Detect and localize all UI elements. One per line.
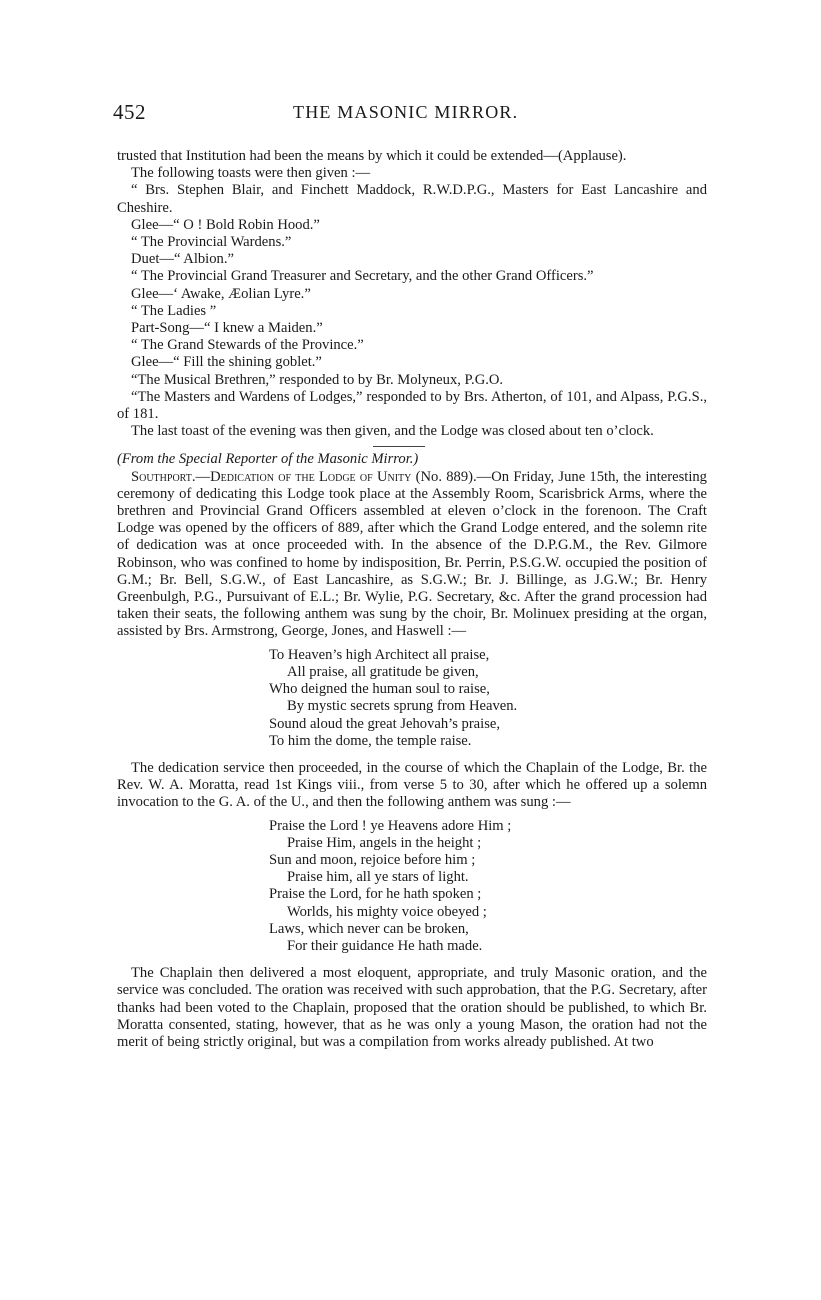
toast-item: Glee—“ O ! Bold Robin Hood.” (131, 216, 320, 233)
verse-line: By mystic secrets sprung from Heaven. (287, 698, 518, 715)
paragraph-toasts-intro: The following toasts were then given :— (131, 165, 371, 182)
running-title: THE MASONIC MIRROR. (293, 102, 519, 122)
toast-item: “The Musical Brethren,” responded to by Br. Molyneux, P.G.O. (131, 371, 504, 388)
page-number: 452 (113, 100, 146, 124)
toast-item: Glee—‘ Awake, Æolian Lyre.” (131, 285, 311, 302)
verse-line: Who deigned the human soul to raise, (269, 681, 490, 698)
paragraph-dedication: The dedication service then proceeded, in the course of which the Chaplain of the Lodge, Br. the Rev. W. A. Moratta, read 1st Kings viii., from verse 5 to 30, after which he offered up a solemn invocation to the G. A. of the U., and then the following anthem was sung :— (117, 759, 707, 811)
toast-masters-wardens: “The Masters and Wardens of Lodges,” responded to by Brs. Atherton, of 101, and Alpass, P.G.S., of 181. (117, 388, 707, 423)
verse-line: Praise Him, angels in the height ; (287, 834, 482, 851)
verse-line: For their guidance He hath made. (287, 937, 483, 954)
toast-item: “ The Ladies ” (131, 302, 217, 319)
toast-item: “ The Grand Stewards of the Province.” (131, 337, 364, 354)
verse-line: To him the dome, the temple raise. (269, 732, 472, 749)
reporter-credit: (From the Special Reporter of the Masonic Mirror.) (117, 451, 419, 468)
toast-item: Part-Song—“ I knew a Maiden.” (131, 320, 323, 337)
toast-item: Duet—“ Albion.” (131, 251, 234, 268)
toast-east-lancashire: “ Brs. Stephen Blair, and Finchett Maddock, R.W.D.P.G., Masters for East Lancashire and Cheshire. (117, 182, 707, 216)
toast-item: “ The Provincial Wardens.” (131, 234, 292, 251)
verse-line: Praise him, all ye stars of light. (287, 869, 469, 886)
verse-line: Laws, which never can be broken, (269, 920, 469, 937)
verse-line: All praise, all gratitude be given, (287, 663, 479, 680)
verse-line: Praise the Lord, for he hath spoken ; (269, 886, 482, 903)
verse-line: To Heaven’s high Architect all praise, (269, 646, 490, 663)
southport-heading: Southport.—Dedication of the Lodge of Unity (131, 468, 412, 485)
southport-text: (No. 889).—On Friday, June 15th, the interesting ceremony of dedicating this Lodge took place at the Assembly Room, Scarisbrick Arms, where the brethren and Provincial Grand Officers assembled at eleven o’clock in the forenoon. The Craft Lodge was opened by the officers of 889, after which the Grand Lodge entered, and the solemn rite of dedication was at once proceeded with. In the absence of the D.P.G.M., the Rev. Gilmore Robinson, who was confined to home by indisposition, Br. Perrin, P.S.G.W. occupied the position of G.M.; Br. Bell, S.G.W., of East Lancashire, as S.G.W.; Br. J. Billinge, as J.G.W.; Br. Henry Greenbulgh, P.G., Pursuivant of E.L.; Br. Wylie, P.G. Secretary, &c. After the grand procession had taken their seats, the following anthem was sung by the choir, Br. Molinuex presiding at the organ, assisted by Brs. Armstrong, George, Jones, and Haswell :— (117, 468, 707, 640)
anthem-second (269, 818, 707, 956)
section-divider (373, 446, 425, 447)
verse-line: Worlds, his mighty voice obeyed ; (287, 903, 487, 920)
paragraph-continuation: trusted that Institution had been the means by which it could be extended—(Applause). (117, 148, 627, 164)
verse-line: Sun and moon, rejoice before him ; (269, 851, 476, 868)
article-body (117, 148, 707, 1051)
paragraph-closing: The last toast of the evening was then given, and the Lodge was closed about ten o’clock. (131, 423, 654, 440)
verse-line: Praise the Lord ! ye Heavens adore Him ; (269, 817, 512, 834)
paragraph-oration: The Chaplain then delivered a most eloquent, appropriate, and truly Masonic oration, and the service was concluded. The oration was received with such approbation, that the P.G. Secretary, after thanks had been voted to the Chaplain, proposed that the oration should be published, to which Br. Moratta consented, stating, however, that as he was only a young Mason, the oration had not the merit of being strictly original, but was a compilation from works already published. At two (117, 965, 707, 1050)
paragraph-southport (117, 469, 707, 641)
anthem-first (269, 647, 707, 750)
toast-item: Glee—“ Fill the shining goblet.” (131, 354, 322, 371)
page-header (113, 100, 708, 130)
verse-line: Sound aloud the great Jehovah’s praise, (269, 715, 501, 732)
toast-item: “ The Provincial Grand Treasurer and Secretary, and the other Grand Officers.” (131, 268, 594, 285)
